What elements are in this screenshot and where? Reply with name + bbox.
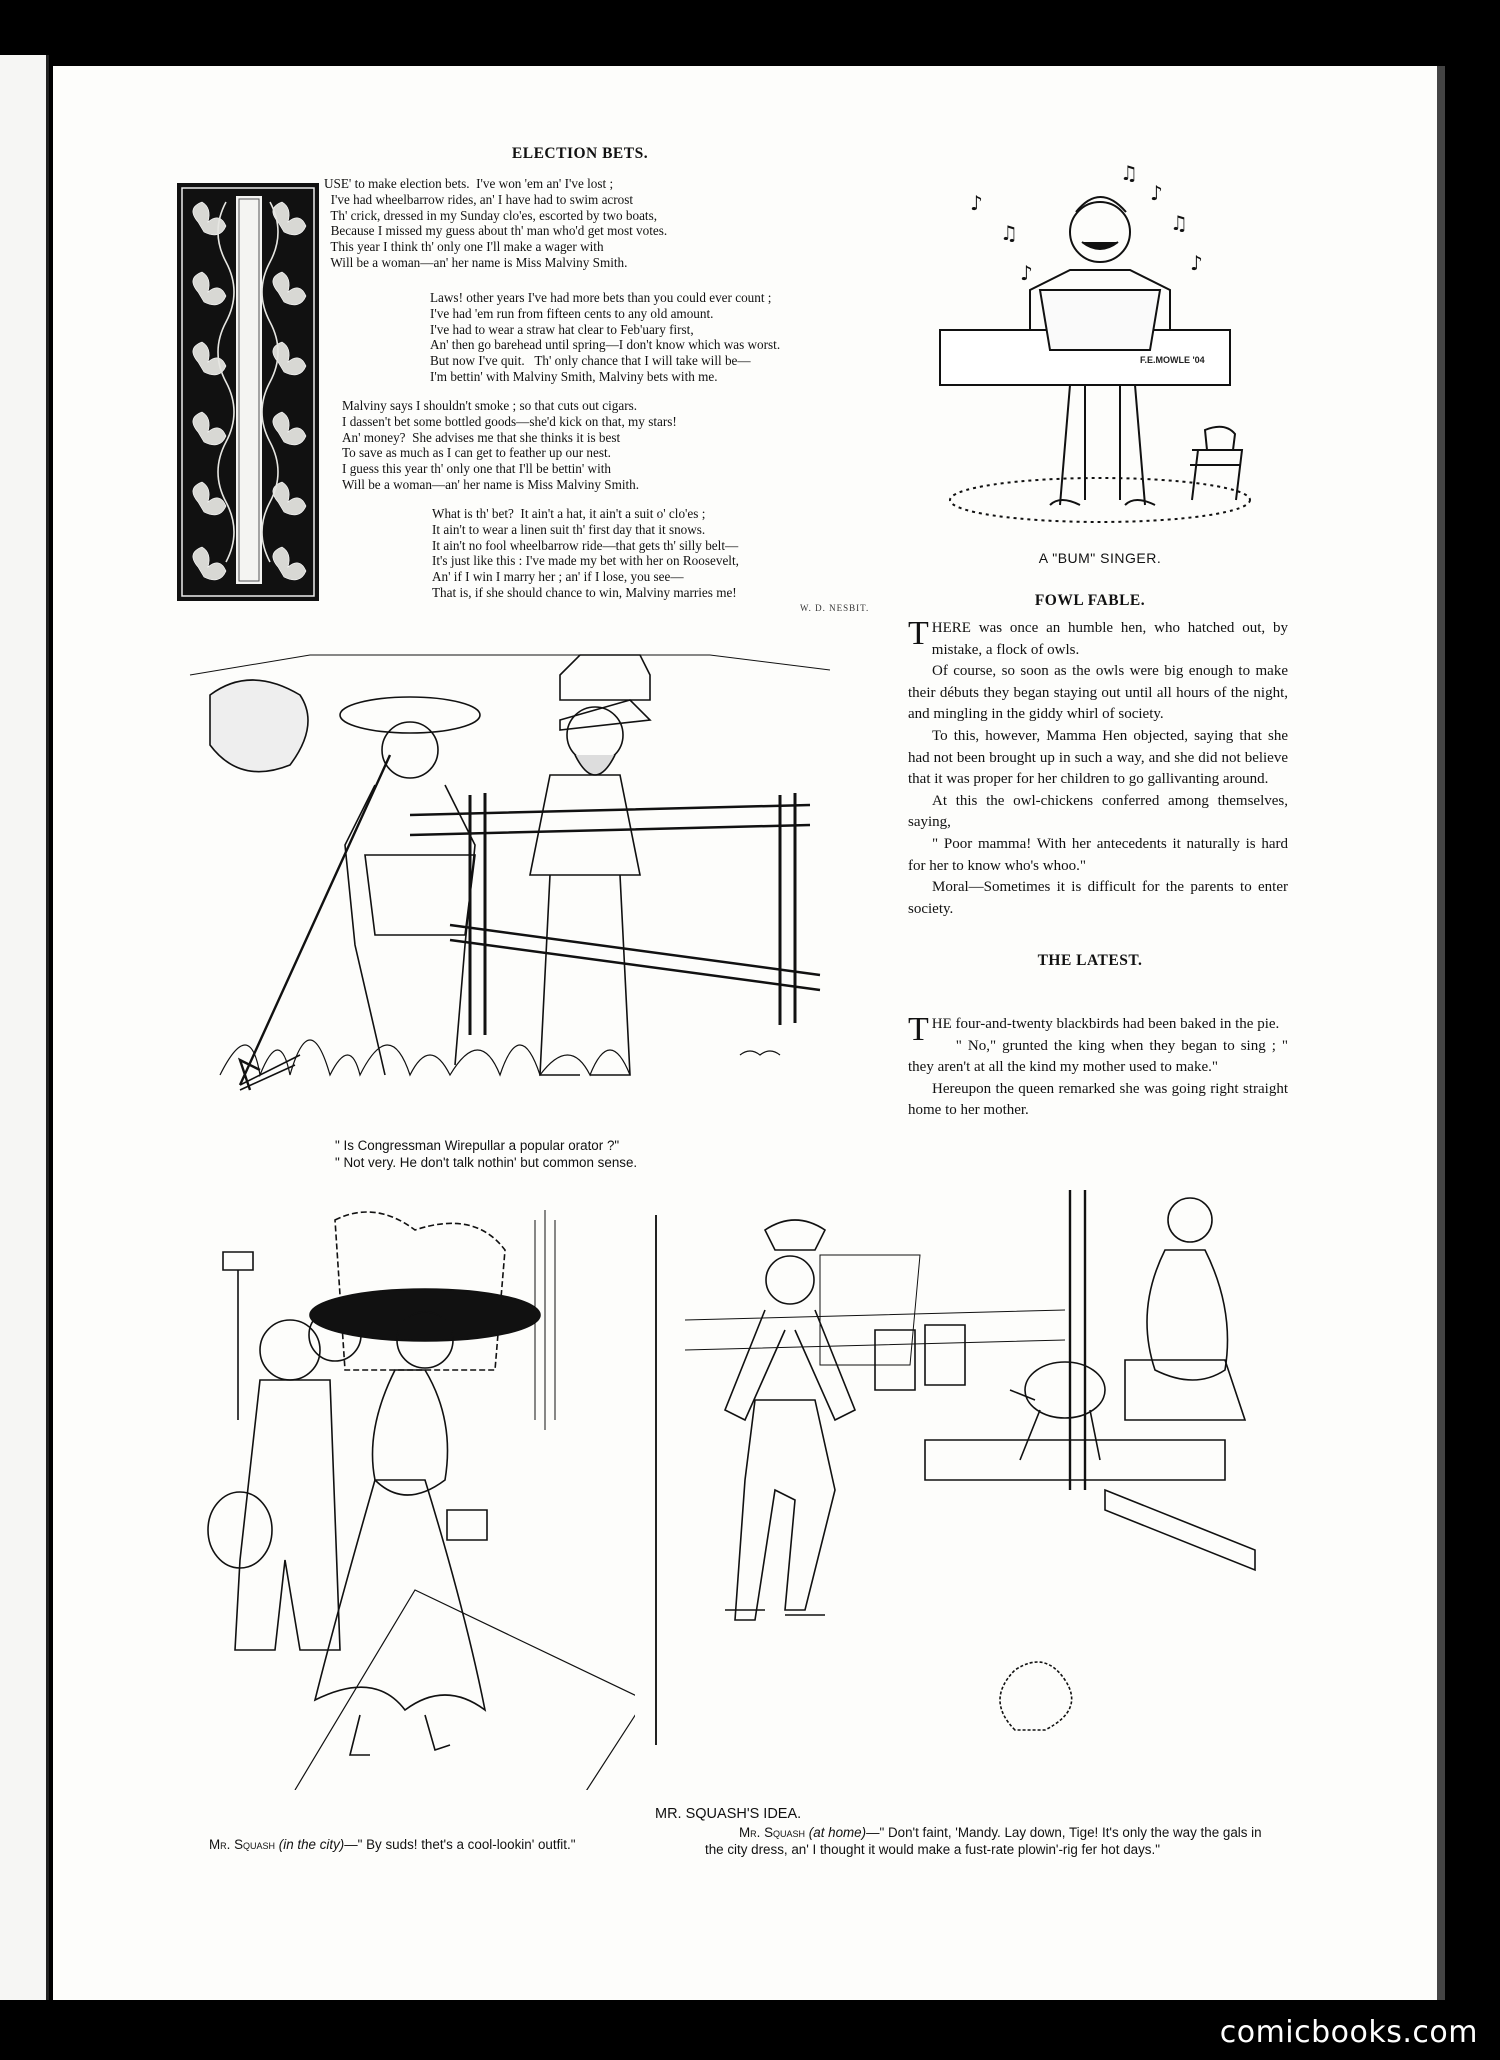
- squash-title: MR. SQUASH'S IDEA.: [655, 1806, 802, 1822]
- cartoon-divider: [655, 1215, 657, 1745]
- election-bets-title: ELECTION BETS.: [511, 145, 649, 162]
- farmers-caption-answer: " Not very. He don't talk nothin' but common sense.: [335, 1155, 638, 1170]
- svg-text:♪: ♪: [970, 191, 983, 215]
- election-bets-signature: W. D. NESBIT.: [800, 603, 870, 613]
- fowl-fable-text: [908, 615, 1288, 920]
- the-latest-text: [908, 1011, 1288, 1122]
- fowl-fable-paragraph: " Poor mamma! With her antecedents it naturally is hard for her to know who's whoo.": [908, 835, 1288, 874]
- the-latest-drop-cap: T: [908, 1011, 929, 1048]
- svg-text:♫: ♫: [1000, 221, 1018, 245]
- svg-text:♫: ♫: [1170, 211, 1188, 235]
- farmers-at-fence-illustration: [180, 635, 880, 1105]
- squash-home-speaker: Mr. Squash: [739, 1825, 806, 1840]
- squash-home-caption: [705, 1824, 1265, 1858]
- fowl-fable-paragraph: At this the owl-chickens conferred among themselves, saying,: [908, 792, 1288, 831]
- fowl-fable-paragraph: To this, however, Mamma Hen objected, saying that she had not been brought up in such a way, and she did not believe that it was proper for her children to go gallivanting around.: [908, 727, 1288, 788]
- squash-city-setting: (in the city): [278, 1837, 345, 1852]
- fowl-fable-drop-cap: T: [908, 615, 929, 652]
- squash-home-quote: —" Don't faint, 'Mandy. Lay down, Tige! It's only the way the gals in the city dress, an' I thought it would make a fust-rate plowin'-rig fer hot days.": [705, 1825, 1262, 1857]
- fowl-fable-moral: Moral—Sometimes it is difficult for the parents to enter society.: [908, 879, 1288, 917]
- the-latest-title: THE LATEST.: [1037, 952, 1143, 969]
- squash-at-home-illustration: [685, 1190, 1275, 1750]
- bum-singer-artist-signature: F.E.MOWLE '04: [1140, 355, 1205, 365]
- the-latest-paragraph: " No," grunted the king when they began to sing ; " they aren't at all the kind my mother used to make.": [908, 1037, 1288, 1076]
- facing-page-edge: [0, 55, 49, 2000]
- decorative-initial-i: [176, 182, 320, 602]
- site-watermark: comicbooks.com: [1219, 2015, 1478, 2050]
- svg-text:♪: ♪: [1020, 261, 1033, 285]
- svg-text:♪: ♪: [1190, 251, 1203, 275]
- election-bets-stanza-4: What is th' bet? It ain't a hat, it ain't a suit o' clo'es ; It ain't to wear a linen suit th' first day that it snows. It ain't no fool wheelbarrow ride—that gets th' silly belt— It's just like this : I've made my bet with her on Roosevelt, An' if I win I marry her ; an' if I lose, you see— That is, if she should chance to win, Malviny marries me!: [432, 506, 739, 600]
- fowl-fable-title: FOWL FABLE.: [1034, 592, 1146, 609]
- fowl-fable-paragraph: Of course, so soon as the owls were big enough to make their débuts they began staying out until all hours of the night, and mingling in the giddy whirl of society.: [908, 663, 1288, 723]
- svg-text:♪: ♪: [1150, 181, 1163, 205]
- farmers-caption: [335, 1137, 835, 1171]
- squash-city-quote: —" By suds! thet's a cool-lookin' outfit.": [344, 1837, 576, 1852]
- squash-in-city-illustration: [195, 1210, 635, 1790]
- election-bets-stanza-3: Malviny says I shouldn't smoke ; so that cuts out cigars. I dassen't bet some bottled goods—she'd kick on that, my stars! An' money? She advises me that she thinks it is best To save as much as I can get to feather up our nest. I guess this year th' only one that I'll be bettin' with Will be a woman—an' her name is Miss Malviny Smith.: [342, 398, 677, 492]
- election-bets-stanza-1: USE' to make election bets. I've won 'em an' I've lost ; I've had wheelbarrow rides, an' I have had to swim acrost Th' crick, dressed in my Sunday clo'es, escorted by two boats, Because I missed my guess about th' man who'd get most votes. This year I think th' only one I'll make a wager with Will be a woman—an' her name is Miss Malviny Smith.: [324, 176, 668, 270]
- fowl-fable-paragraph: HERE was once an humble hen, who hatched out, by mistake, a flock of owls.: [931, 620, 1288, 658]
- election-bets-stanza-2: Laws! other years I've had more bets than you could ever count ; I've had 'em run from fifteen cents to any old amount. I've had to wear a straw hat clear to Feb'uary first, An' then go barehead until spring—I don't know which was worst. But now I've quit. Th' only chance that I will take will be— I'm bettin' with Malviny Smith, Malviny bets with me.: [430, 290, 781, 384]
- the-latest-paragraph: HE four-and-twenty blackbirds had been baked in the pie.: [931, 1016, 1280, 1032]
- bum-singer-caption: A "BUM" SINGER.: [1038, 550, 1162, 566]
- bum-singer-illustration: [920, 160, 1270, 540]
- squash-home-setting: (at home): [808, 1825, 867, 1840]
- squash-city-speaker: Mr. Squash: [209, 1837, 276, 1852]
- the-latest-paragraph: Hereupon the queen remarked she was going right straight home to her mother.: [908, 1080, 1288, 1119]
- farmers-caption-question: " Is Congressman Wirepullar a popular orator ?": [335, 1138, 620, 1153]
- squash-city-caption: [185, 1836, 615, 1853]
- svg-text:♫: ♫: [1120, 161, 1138, 185]
- page-edge-shadow: [1437, 66, 1445, 2000]
